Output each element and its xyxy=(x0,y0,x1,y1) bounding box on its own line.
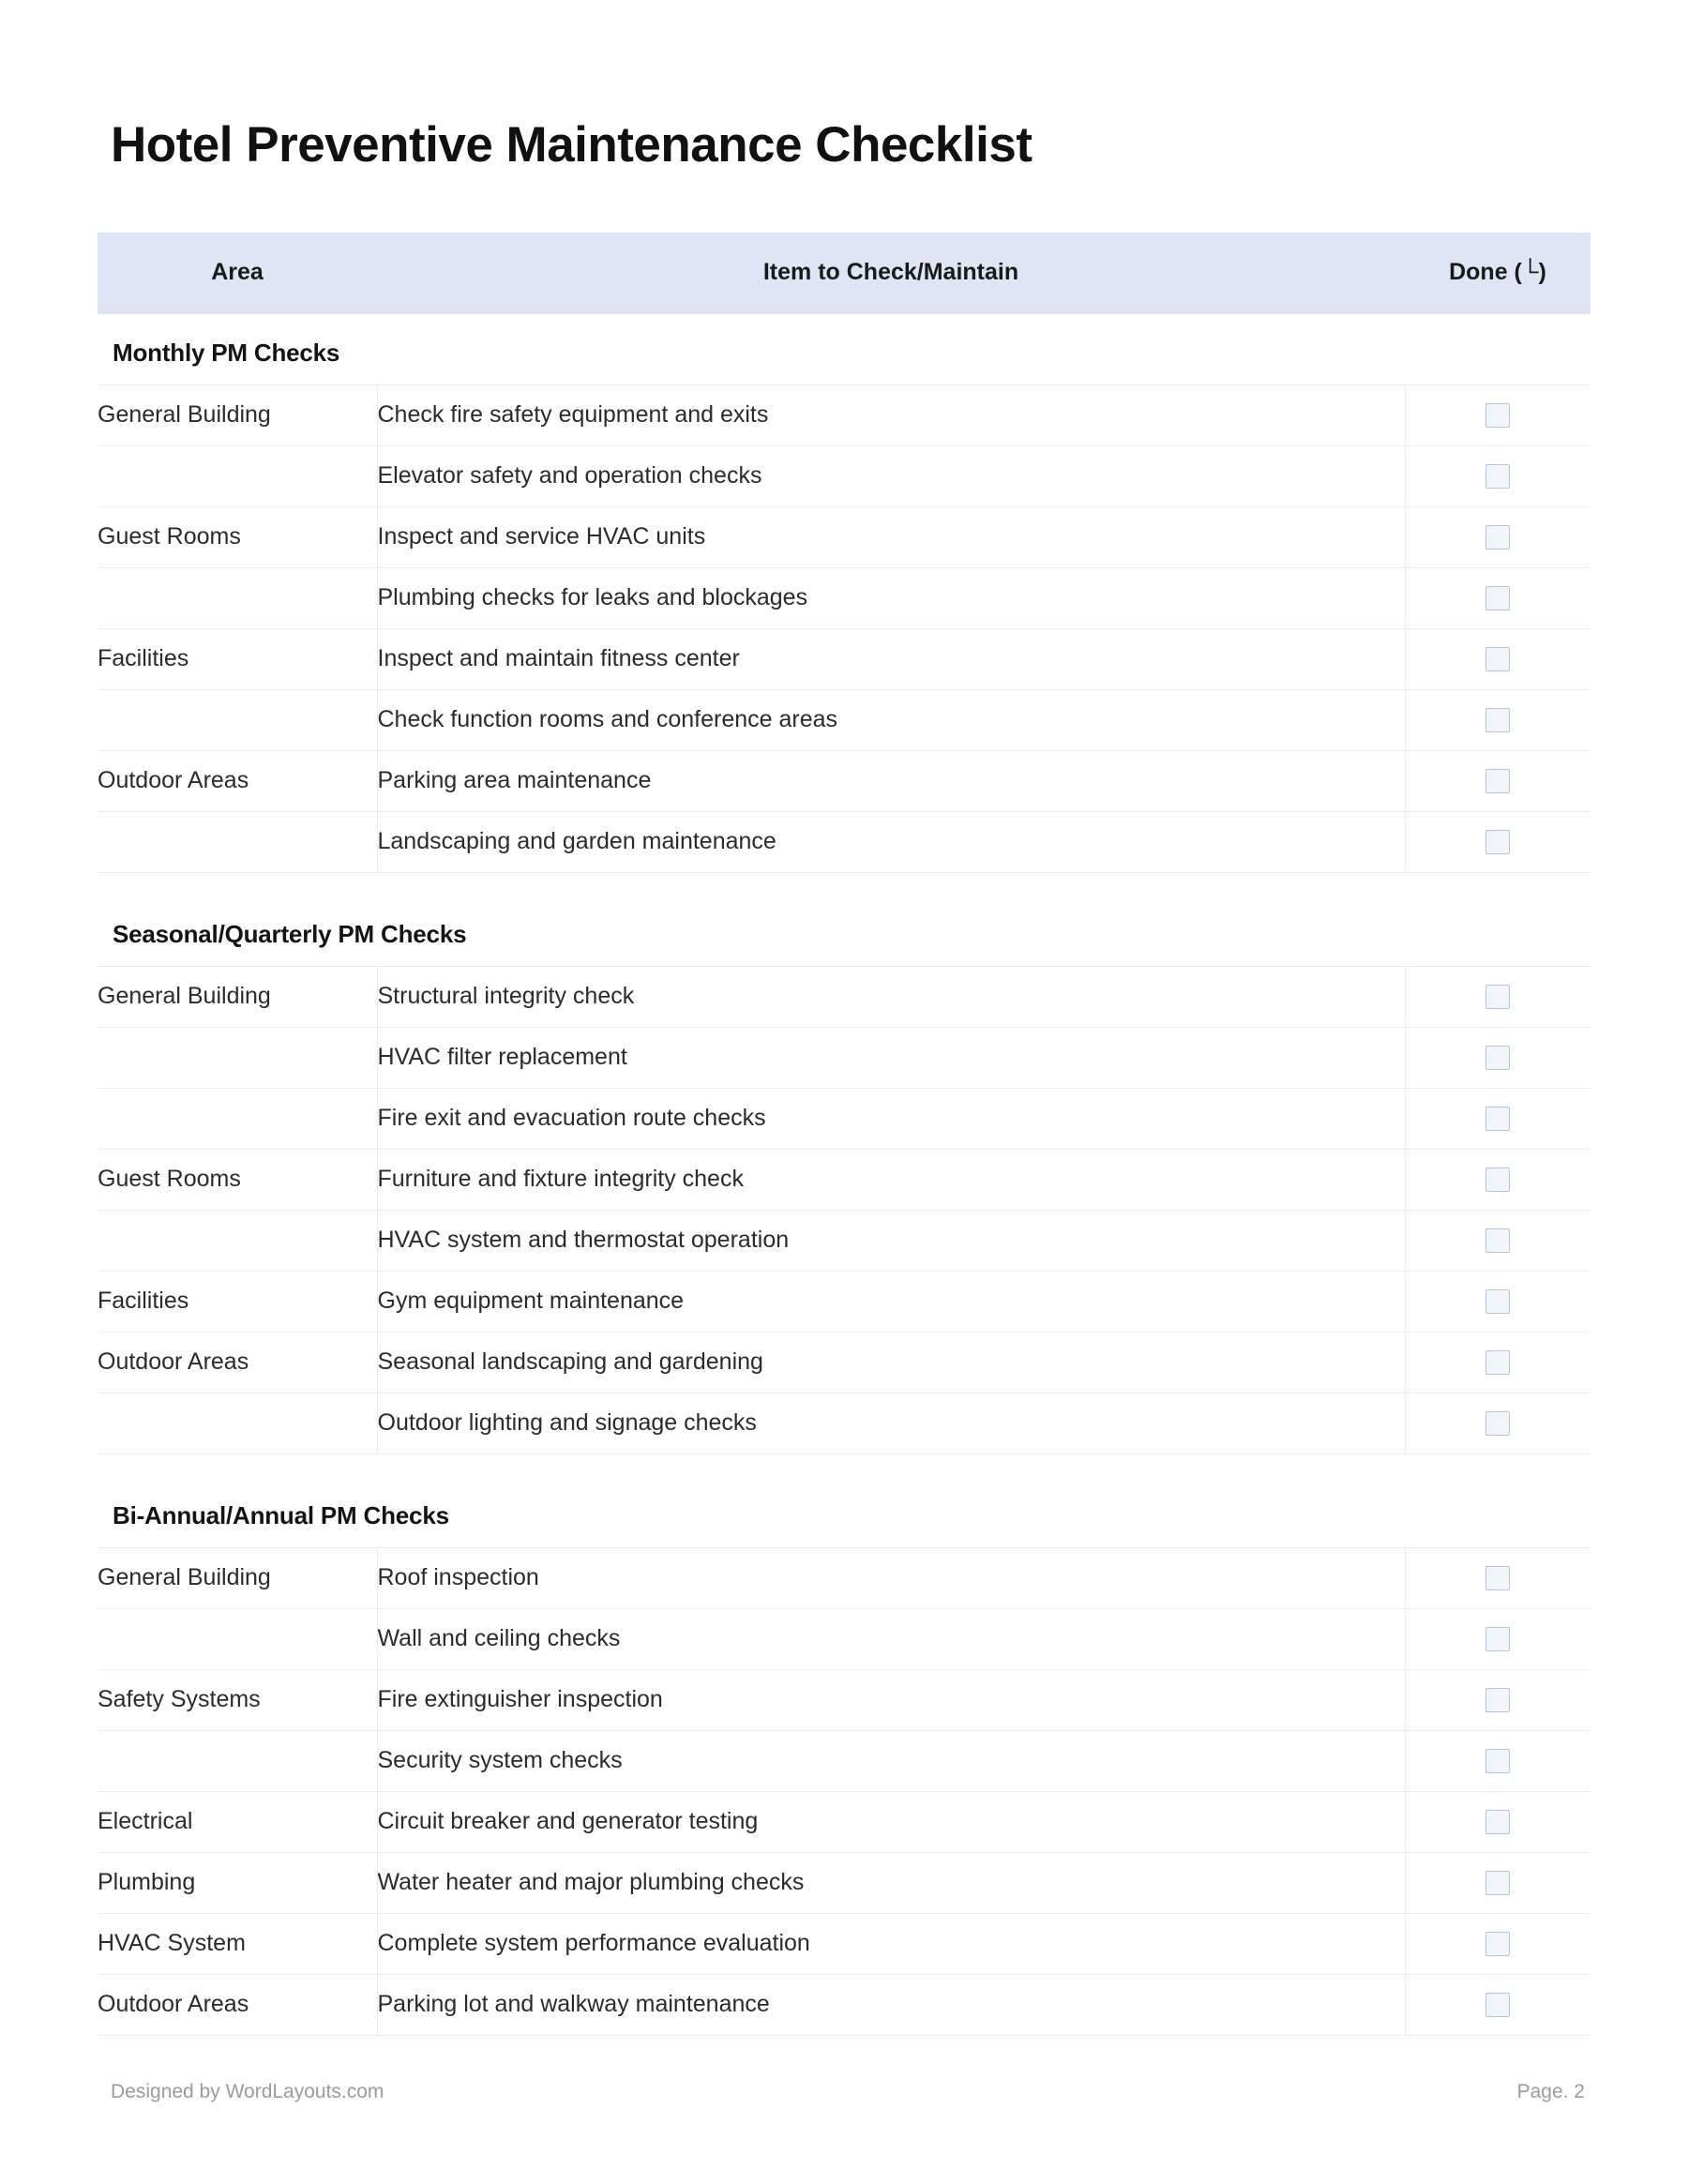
done-checkbox[interactable] xyxy=(1485,1046,1510,1070)
done-checkbox[interactable] xyxy=(1485,985,1510,1009)
cell-done xyxy=(1405,385,1590,446)
done-checkbox[interactable] xyxy=(1485,708,1510,732)
cell-item: Security system checks xyxy=(377,1731,1405,1792)
cell-area: Outdoor Areas xyxy=(98,1333,377,1393)
cell-done xyxy=(1405,568,1590,629)
cell-done xyxy=(1405,751,1590,812)
cell-area xyxy=(98,568,377,629)
section-heading-row xyxy=(98,896,1590,967)
cell-done xyxy=(1405,1975,1590,2036)
cell-done xyxy=(1405,1393,1590,1454)
done-checkbox[interactable] xyxy=(1485,647,1510,671)
table-row xyxy=(98,629,1590,690)
cell-done xyxy=(1405,1150,1590,1211)
cell-done xyxy=(1405,1914,1590,1975)
done-checkbox[interactable] xyxy=(1485,525,1510,550)
table-row xyxy=(98,1150,1590,1211)
done-checkbox[interactable] xyxy=(1485,1688,1510,1712)
cell-item: Elevator safety and operation checks xyxy=(377,446,1405,507)
cell-item: Gym equipment maintenance xyxy=(377,1272,1405,1333)
cell-item: Check function rooms and conference areas xyxy=(377,690,1405,751)
table-row xyxy=(98,385,1590,446)
table-body xyxy=(98,314,1590,2036)
table-row xyxy=(98,1548,1590,1609)
cell-area xyxy=(98,690,377,751)
table-row xyxy=(98,1853,1590,1914)
cell-done xyxy=(1405,1792,1590,1853)
done-checkbox[interactable] xyxy=(1485,403,1510,428)
cell-done xyxy=(1405,1670,1590,1731)
table-row xyxy=(98,1609,1590,1670)
table-row xyxy=(98,812,1590,873)
cell-area: Facilities xyxy=(98,1272,377,1333)
column-header-area: Area xyxy=(98,233,377,314)
cell-area: Guest Rooms xyxy=(98,507,377,568)
cell-item: Plumbing checks for leaks and blockages xyxy=(377,568,1405,629)
table-row xyxy=(98,1272,1590,1333)
cell-area xyxy=(98,812,377,873)
cell-area xyxy=(98,1731,377,1792)
cell-done xyxy=(1405,690,1590,751)
done-checkbox[interactable] xyxy=(1485,1566,1510,1590)
cell-done xyxy=(1405,967,1590,1028)
done-checkbox[interactable] xyxy=(1485,586,1510,610)
cell-item: Wall and ceiling checks xyxy=(377,1609,1405,1670)
cell-area xyxy=(98,1028,377,1089)
table-header-row xyxy=(98,233,1590,314)
section-heading: Seasonal/Quarterly PM Checks xyxy=(98,896,1590,967)
done-checkbox[interactable] xyxy=(1485,1289,1510,1314)
cell-item: Complete system performance evaluation xyxy=(377,1914,1405,1975)
cell-area xyxy=(98,1609,377,1670)
done-checkbox[interactable] xyxy=(1485,1749,1510,1773)
cell-done xyxy=(1405,1731,1590,1792)
cell-done xyxy=(1405,1089,1590,1150)
cell-done xyxy=(1405,629,1590,690)
table-row xyxy=(98,1333,1590,1393)
cell-area xyxy=(98,1211,377,1272)
section-heading-row xyxy=(98,314,1590,385)
done-checkbox[interactable] xyxy=(1485,1107,1510,1131)
table-row xyxy=(98,1975,1590,2036)
cell-area xyxy=(98,1393,377,1454)
done-checkbox[interactable] xyxy=(1485,1411,1510,1436)
done-checkbox[interactable] xyxy=(1485,1810,1510,1834)
spacer-cell xyxy=(98,873,1590,896)
cell-item: Inspect and service HVAC units xyxy=(377,507,1405,568)
cell-item: Parking area maintenance xyxy=(377,751,1405,812)
done-checkbox[interactable] xyxy=(1485,769,1510,793)
table-row xyxy=(98,507,1590,568)
cell-area: General Building xyxy=(98,1548,377,1609)
cell-area: Facilities xyxy=(98,629,377,690)
done-checkbox[interactable] xyxy=(1485,1350,1510,1375)
table-row xyxy=(98,690,1590,751)
page-title: Hotel Preventive Maintenance Checklist xyxy=(111,117,1032,173)
cell-done xyxy=(1405,446,1590,507)
cell-item: Circuit breaker and generator testing xyxy=(377,1792,1405,1853)
cell-area: Safety Systems xyxy=(98,1670,377,1731)
footer-page-number: Page. 2 xyxy=(1516,2081,1585,2102)
cell-item: Check fire safety equipment and exits xyxy=(377,385,1405,446)
table-row xyxy=(98,1089,1590,1150)
cell-done xyxy=(1405,507,1590,568)
table-row xyxy=(98,1028,1590,1089)
table-row xyxy=(98,1792,1590,1853)
section-heading: Monthly PM Checks xyxy=(98,314,1590,385)
cell-done xyxy=(1405,1548,1590,1609)
done-checkbox[interactable] xyxy=(1485,1993,1510,2017)
cell-done xyxy=(1405,1609,1590,1670)
cell-area: Plumbing xyxy=(98,1853,377,1914)
cell-area: General Building xyxy=(98,385,377,446)
cell-item: Outdoor lighting and signage checks xyxy=(377,1393,1405,1454)
done-checkbox[interactable] xyxy=(1485,1167,1510,1192)
cell-done xyxy=(1405,1028,1590,1089)
table-row xyxy=(98,1670,1590,1731)
section-spacer xyxy=(98,873,1590,896)
section-heading-row xyxy=(98,1477,1590,1548)
cell-done xyxy=(1405,1333,1590,1393)
spacer-cell xyxy=(98,1454,1590,1478)
table-row xyxy=(98,446,1590,507)
column-header-item: Item to Check/Maintain xyxy=(377,233,1405,314)
page-footer xyxy=(98,2081,1590,2103)
cell-item: Roof inspection xyxy=(377,1548,1405,1609)
cell-area: Outdoor Areas xyxy=(98,1975,377,2036)
table-header xyxy=(98,233,1590,314)
cell-item: Fire extinguisher inspection xyxy=(377,1670,1405,1731)
cell-area: Guest Rooms xyxy=(98,1150,377,1211)
cell-area: Electrical xyxy=(98,1792,377,1853)
done-checkbox[interactable] xyxy=(1485,1627,1510,1651)
section-spacer xyxy=(98,1454,1590,1478)
cell-item: HVAC filter replacement xyxy=(377,1028,1405,1089)
done-checkbox[interactable] xyxy=(1485,1871,1510,1895)
cell-area xyxy=(98,1089,377,1150)
cell-item: Seasonal landscaping and gardening xyxy=(377,1333,1405,1393)
cell-item: Parking lot and walkway maintenance xyxy=(377,1975,1405,2036)
done-checkbox[interactable] xyxy=(1485,830,1510,854)
cell-item: Inspect and maintain fitness center xyxy=(377,629,1405,690)
cell-done xyxy=(1405,1853,1590,1914)
done-checkbox[interactable] xyxy=(1485,464,1510,489)
footer-credit: Designed by WordLayouts.com xyxy=(111,2081,384,2102)
table-row xyxy=(98,1211,1590,1272)
cell-item: Landscaping and garden maintenance xyxy=(377,812,1405,873)
table-row xyxy=(98,751,1590,812)
table-row xyxy=(98,568,1590,629)
checklist-table xyxy=(98,233,1590,2036)
cell-item: Water heater and major plumbing checks xyxy=(377,1853,1405,1914)
cell-item: Fire exit and evacuation route checks xyxy=(377,1089,1405,1150)
table-row xyxy=(98,1393,1590,1454)
cell-area: HVAC System xyxy=(98,1914,377,1975)
cell-area xyxy=(98,446,377,507)
cell-item: Structural integrity check xyxy=(377,967,1405,1028)
cell-done xyxy=(1405,1272,1590,1333)
cell-done xyxy=(1405,1211,1590,1272)
table-row xyxy=(98,967,1590,1028)
done-checkbox[interactable] xyxy=(1485,1932,1510,1956)
cell-item: HVAC system and thermostat operation xyxy=(377,1211,1405,1272)
cell-area: General Building xyxy=(98,967,377,1028)
table-row xyxy=(98,1914,1590,1975)
table-row xyxy=(98,1731,1590,1792)
done-checkbox[interactable] xyxy=(1485,1228,1510,1253)
cell-item: Furniture and fixture integrity check xyxy=(377,1150,1405,1211)
cell-area: Outdoor Areas xyxy=(98,751,377,812)
column-header-done: Done (└) xyxy=(1405,233,1590,314)
section-heading: Bi-Annual/Annual PM Checks xyxy=(98,1477,1590,1548)
cell-done xyxy=(1405,812,1590,873)
